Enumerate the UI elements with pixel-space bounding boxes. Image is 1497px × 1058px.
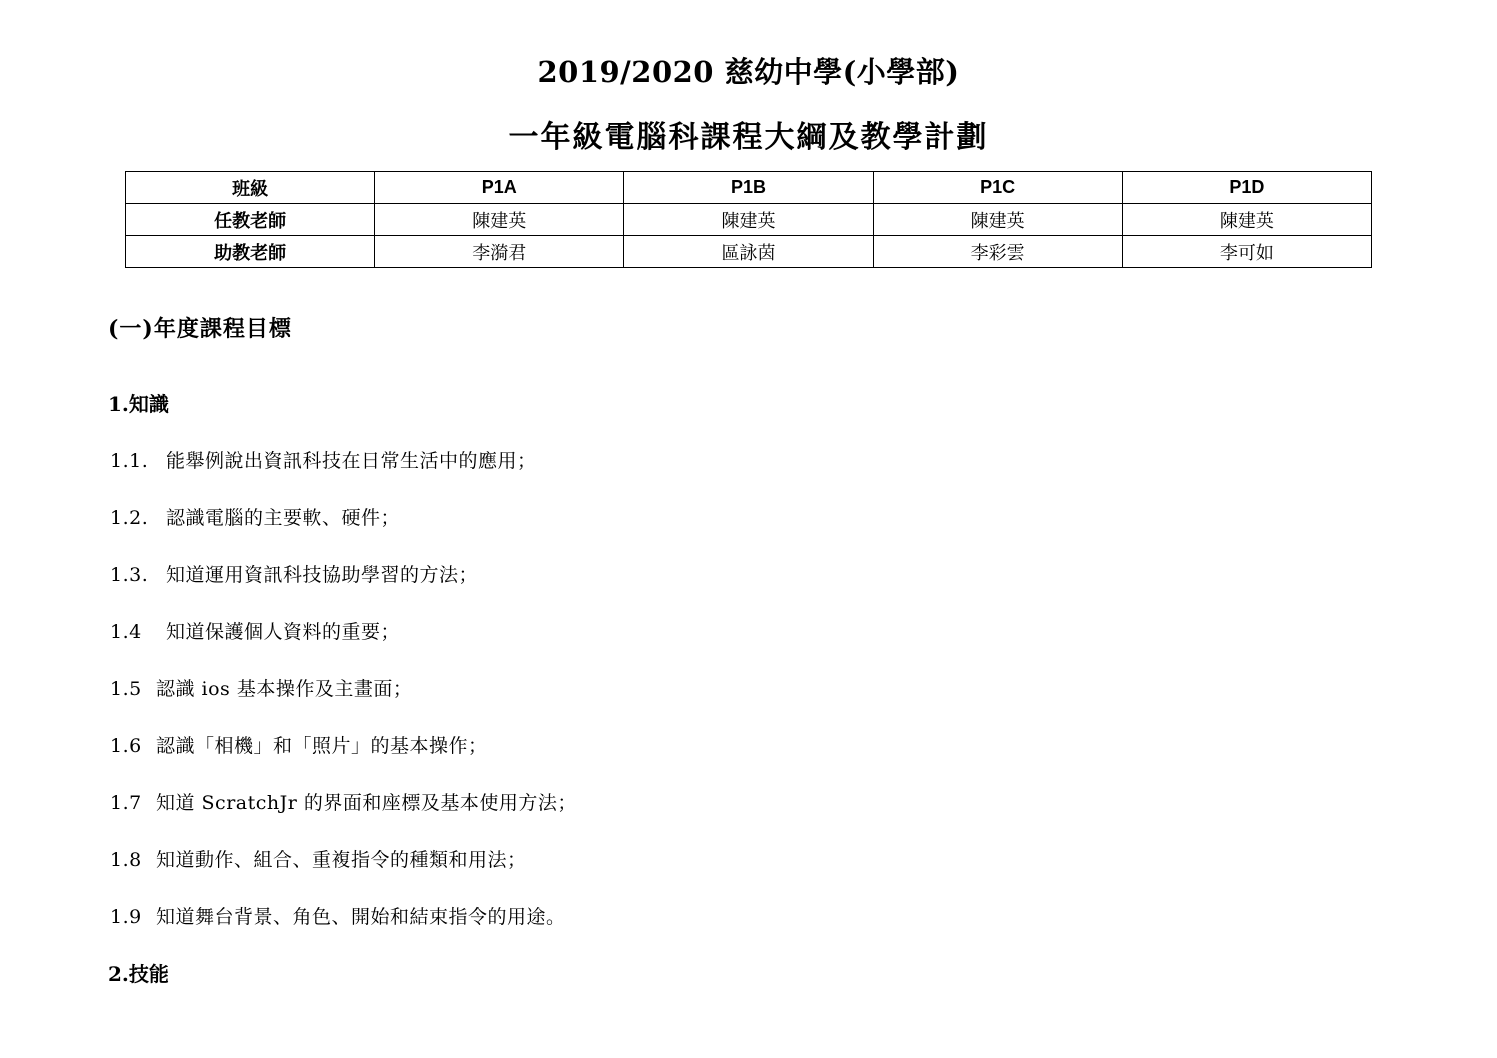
table-header-row <box>126 172 1372 204</box>
item-number: 1.4 <box>110 621 142 643</box>
table-cell: 區詠茵 <box>624 236 873 268</box>
list-item <box>110 902 566 929</box>
staff-table <box>125 171 1372 268</box>
list-item <box>110 731 488 758</box>
page-title: 2019/2020 慈幼中學(小學部) <box>537 55 960 89</box>
item-text: 認識 ios 基本操作及主畫面； <box>156 678 413 700</box>
item-text: 知道保護個人資料的重要； <box>166 621 401 643</box>
header-cell-p1a: P1A <box>375 172 624 204</box>
table-cell: 陳建英 <box>873 204 1122 236</box>
item-text: 知道舞台背景、角色、開始和結束指令的用途。 <box>156 906 566 928</box>
item-number: 1.7 <box>110 792 142 814</box>
table-cell: 陳建英 <box>375 204 624 236</box>
header-cell-p1b: P1B <box>624 172 873 204</box>
list-item <box>110 560 478 587</box>
row-label-assistant: 助教老師 <box>126 236 375 268</box>
item-number: 1.2. <box>110 507 149 529</box>
list-item <box>110 446 537 473</box>
item-text: 能舉例說出資訊科技在日常生活中的應用； <box>166 450 537 472</box>
item-text: 知道動作、組合、重複指令的種類和用法； <box>156 849 527 871</box>
section-heading: (一)年度課程目標 <box>108 316 292 342</box>
table-cell: 李漪君 <box>375 236 624 268</box>
item-text: 認識「相機」和「照片」的基本操作； <box>156 735 488 757</box>
list-item <box>110 617 400 644</box>
item-text: 知道 ScratchJr 的界面和座標及基本使用方法； <box>156 792 577 814</box>
item-number: 1.6 <box>110 735 142 757</box>
page-subtitle: 一年級電腦科課程大綱及教學計劃 <box>508 120 989 155</box>
table-cell: 李彩雲 <box>873 236 1122 268</box>
header-cell-class: 班級 <box>126 172 375 204</box>
item-number: 1.1. <box>110 450 149 472</box>
item-number: 1.8 <box>110 849 142 871</box>
table-cell: 陳建英 <box>1122 204 1371 236</box>
item-number: 1.5 <box>110 678 142 700</box>
list-item <box>110 503 400 530</box>
item-number: 1.3. <box>110 564 149 586</box>
item-text: 知道運用資訊科技協助學習的方法； <box>166 564 479 586</box>
item-number: 1.9 <box>110 906 142 928</box>
skills-heading: 2.技能 <box>108 962 169 986</box>
item-text: 認識電腦的主要軟、硬件； <box>166 507 401 529</box>
table-row-assistant <box>126 236 1372 268</box>
list-item <box>110 674 412 701</box>
list-item <box>110 788 577 815</box>
list-item <box>110 845 527 872</box>
table-cell: 陳建英 <box>624 204 873 236</box>
table-row-teacher <box>126 204 1372 236</box>
header-cell-p1d: P1D <box>1122 172 1371 204</box>
knowledge-heading: 1.知識 <box>108 392 169 416</box>
header-cell-p1c: P1C <box>873 172 1122 204</box>
row-label-teacher: 任教老師 <box>126 204 375 236</box>
table-cell: 李可如 <box>1122 236 1371 268</box>
